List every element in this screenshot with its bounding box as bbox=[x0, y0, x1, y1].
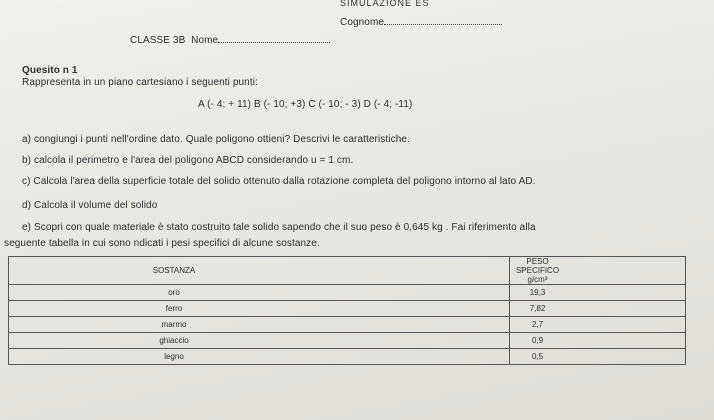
table-row bbox=[9, 349, 686, 365]
question-intro: Rappresenta in un piano cartesiano i seguenti punti: bbox=[22, 77, 258, 88]
nome-label: Nome bbox=[191, 35, 219, 46]
column-header-weight: PESO SPECIFICO g/cm³ bbox=[510, 257, 686, 285]
table-row bbox=[9, 317, 686, 333]
task-e-line2: seguente tabella in cui sono ndicati i pesi specifici di alcune sostanze. bbox=[4, 238, 320, 249]
task-a: a) congiungi i punti nell'ordine dato. Quale poligono ottieni? Descrivi le caratteristiche. bbox=[22, 134, 410, 145]
cognome-field bbox=[340, 17, 502, 28]
nome-blank bbox=[218, 42, 330, 43]
cognome-blank bbox=[384, 24, 502, 25]
class-name-field bbox=[130, 35, 330, 46]
substance-name: ghiaccio bbox=[9, 333, 510, 349]
substance-name: ferro bbox=[9, 301, 510, 317]
substance-name: oro bbox=[9, 285, 510, 301]
task-b: b) calcola il perimetro e l'area del poligono ABCD considerando u = 1 cm. bbox=[22, 155, 354, 166]
task-c: c) Calcola l'area della superficie totale del solido ottenuto dalla rotazione completa del poligono intorno al lato AD. bbox=[22, 176, 536, 187]
question-number: Quesito n 1 bbox=[22, 65, 78, 76]
substance-weight: 0,9 bbox=[510, 333, 686, 349]
substance-name: legno bbox=[9, 349, 510, 365]
points-list: A (- 4; + 11) B (- 10; +3) C (- 10; - 3) D (- 4; -11) bbox=[198, 99, 413, 110]
task-d: d) Calcola il volume del solido bbox=[22, 200, 158, 211]
table-row bbox=[9, 285, 686, 301]
task-e-line1: e) Scopri con quale materiale è stato costruito tale solido sapendo che il suo peso è 0,645 kg . Fai riferimento alla bbox=[22, 222, 536, 233]
column-header-substance: SOSTANZA bbox=[9, 257, 510, 285]
substance-weight: 0,5 bbox=[510, 349, 686, 365]
substance-weight: 2,7 bbox=[510, 317, 686, 333]
document-title: SIMULAZIONE ES bbox=[340, 0, 430, 8]
table-row bbox=[9, 333, 686, 349]
substance-weight: 7,82 bbox=[510, 301, 686, 317]
substance-name: marmo bbox=[9, 317, 510, 333]
table-header-row bbox=[9, 257, 686, 285]
table-row bbox=[9, 301, 686, 317]
cognome-label: Cognome bbox=[340, 17, 385, 28]
specific-weight-table bbox=[8, 256, 686, 365]
substance-weight: 19,3 bbox=[510, 285, 686, 301]
class-label: CLASSE 3B bbox=[130, 35, 186, 46]
